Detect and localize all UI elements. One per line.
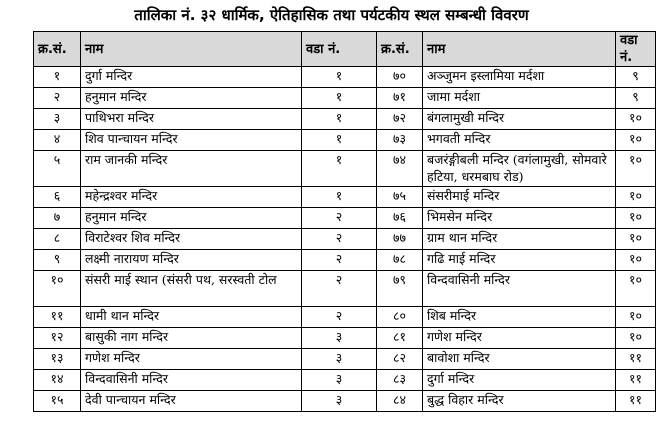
table-row <box>34 328 656 349</box>
header-serial-left: क्र.सं. <box>34 32 81 67</box>
cell-serial-right: ८२ <box>377 349 423 370</box>
cell-name-left: राम जानकी मन्दिर <box>81 151 302 187</box>
cell-serial-right: ७७ <box>377 229 423 250</box>
cell-name-left: संसरी माई स्थान (संसरी पथ, सरस्वती टोल <box>81 271 302 307</box>
table-row <box>34 391 656 412</box>
cell-serial-right: ७० <box>377 67 423 88</box>
cell-serial-right: ७१ <box>377 88 423 109</box>
cell-serial-left: ५ <box>34 151 81 187</box>
cell-ward-right: ९ <box>616 88 656 109</box>
cell-name-right: बुद्ध विहार मन्दिर <box>423 391 616 412</box>
table-row <box>34 130 656 151</box>
cell-ward-right: १० <box>616 208 656 229</box>
table-row <box>34 307 656 328</box>
cell-name-left: विन्दवासिनी मन्दिर <box>81 370 302 391</box>
cell-ward-left: २ <box>302 229 377 250</box>
cell-name-left: बासुकी नाग मन्दिर <box>81 328 302 349</box>
cell-ward-left: १ <box>302 130 377 151</box>
cell-ward-left: २ <box>302 250 377 271</box>
cell-ward-right: १० <box>616 187 656 208</box>
table-row <box>34 250 656 271</box>
header-serial-right: क्र.सं. <box>377 32 423 67</box>
cell-name-right: बावोशा मन्दिर <box>423 349 616 370</box>
cell-name-right: ग्राम थान मन्दिर <box>423 229 616 250</box>
cell-ward-left: १ <box>302 187 377 208</box>
header-row <box>34 32 656 67</box>
cell-name-right: दुर्गा मन्दिर <box>423 370 616 391</box>
cell-ward-left: २ <box>302 307 377 328</box>
cell-serial-left: १२ <box>34 328 81 349</box>
cell-ward-left: १ <box>302 67 377 88</box>
header-ward-right: वडा नं. <box>616 32 656 67</box>
table-row <box>34 67 656 88</box>
table-row <box>34 88 656 109</box>
cell-name-left: शिव पान्चायन मन्दिर <box>81 130 302 151</box>
cell-name-left: लक्ष्मी नारायण मन्दिर <box>81 250 302 271</box>
cell-serial-left: ३ <box>34 109 81 130</box>
cell-serial-left: ८ <box>34 229 81 250</box>
cell-name-right: गणेश मन्दिर <box>423 328 616 349</box>
cell-serial-left: १ <box>34 67 81 88</box>
table-row <box>34 109 656 130</box>
cell-name-left: विराटेश्वर शिव मन्दिर <box>81 229 302 250</box>
header-name-right: नाम <box>423 32 616 67</box>
cell-ward-right: १० <box>616 250 656 271</box>
cell-name-left: हनुमान मन्दिर <box>81 208 302 229</box>
header-name-left: नाम <box>81 32 302 67</box>
cell-serial-right: ८३ <box>377 370 423 391</box>
cell-ward-left: ३ <box>302 328 377 349</box>
cell-name-right: विन्दवासिनी मन्दिर <box>423 271 616 307</box>
table-row <box>34 349 656 370</box>
cell-serial-left: १३ <box>34 349 81 370</box>
cell-ward-left: ३ <box>302 349 377 370</box>
heritage-sites-table <box>33 31 656 412</box>
cell-serial-right: ७९ <box>377 271 423 307</box>
cell-name-left: हनुमान मन्दिर <box>81 88 302 109</box>
cell-ward-right: १० <box>616 271 656 307</box>
cell-serial-right: ८१ <box>377 328 423 349</box>
cell-ward-right: १० <box>616 328 656 349</box>
cell-name-left: गणेश मन्दिर <box>81 349 302 370</box>
table-row <box>34 151 656 187</box>
table-title: तालिका नं. ३२ धार्मिक, ऐतिहासिक तथा पर्यटकीय स्थल सम्बन्धी विवरण <box>134 6 529 24</box>
cell-ward-right: १० <box>616 229 656 250</box>
cell-serial-right: ७२ <box>377 109 423 130</box>
cell-name-right: भगवती मन्दिर <box>423 130 616 151</box>
cell-serial-right: ७३ <box>377 130 423 151</box>
cell-ward-left: १ <box>302 109 377 130</box>
header-ward-left: वडा नं. <box>302 32 377 67</box>
cell-serial-left: ११ <box>34 307 81 328</box>
cell-name-left: धामी थान मन्दिर <box>81 307 302 328</box>
cell-name-right: बंगलामुखी मन्दिर <box>423 109 616 130</box>
cell-ward-right: ११ <box>616 370 656 391</box>
cell-serial-left: १४ <box>34 370 81 391</box>
cell-name-right: भिमसेन मन्दिर <box>423 208 616 229</box>
cell-ward-left: १ <box>302 88 377 109</box>
cell-name-left: देवी पान्चायन मन्दिर <box>81 391 302 412</box>
cell-ward-left: २ <box>302 208 377 229</box>
cell-ward-left: ३ <box>302 370 377 391</box>
cell-ward-left: १ <box>302 151 377 187</box>
cell-name-right: शिब मन्दिर <box>423 307 616 328</box>
cell-serial-left: १० <box>34 271 81 307</box>
cell-name-left: महेन्द्रश्वर मन्दिर <box>81 187 302 208</box>
cell-name-right: जामा मर्दशा <box>423 88 616 109</box>
cell-serial-right: ८० <box>377 307 423 328</box>
cell-ward-right: १० <box>616 109 656 130</box>
table-row <box>34 208 656 229</box>
cell-serial-left: ७ <box>34 208 81 229</box>
table-row <box>34 187 656 208</box>
cell-serial-left: ४ <box>34 130 81 151</box>
cell-ward-right: ११ <box>616 391 656 412</box>
cell-name-right: संसरीमाई मन्दिर <box>423 187 616 208</box>
cell-name-right: गढि माई मन्दिर <box>423 250 616 271</box>
cell-ward-left: २ <box>302 271 377 307</box>
table-row <box>34 229 656 250</box>
table-row <box>34 370 656 391</box>
cell-serial-right: ८४ <box>377 391 423 412</box>
cell-ward-right: ११ <box>616 349 656 370</box>
cell-serial-right: ७६ <box>377 208 423 229</box>
cell-serial-left: २ <box>34 88 81 109</box>
cell-ward-right: १० <box>616 151 656 187</box>
cell-serial-left: १५ <box>34 391 81 412</box>
cell-name-left: पाथिभरा मन्दिर <box>81 109 302 130</box>
cell-ward-right: १० <box>616 307 656 328</box>
cell-serial-right: ७५ <box>377 187 423 208</box>
cell-ward-right: ९ <box>616 67 656 88</box>
cell-name-right: बजरंङ्गीबली मन्दिर (वगंलामुखी, सोमवारे हटिया, धरमबाघ रोड) <box>423 151 616 187</box>
cell-serial-left: ६ <box>34 187 81 208</box>
cell-serial-right: ७८ <box>377 250 423 271</box>
table-row <box>34 271 656 307</box>
cell-serial-right: ७४ <box>377 151 423 187</box>
cell-name-right: अञ्जुमन इस्लामिया मर्दशा <box>423 67 616 88</box>
cell-name-left: दुर्गा मन्दिर <box>81 67 302 88</box>
cell-ward-left: ३ <box>302 391 377 412</box>
cell-serial-left: ९ <box>34 250 81 271</box>
cell-ward-right: १० <box>616 130 656 151</box>
